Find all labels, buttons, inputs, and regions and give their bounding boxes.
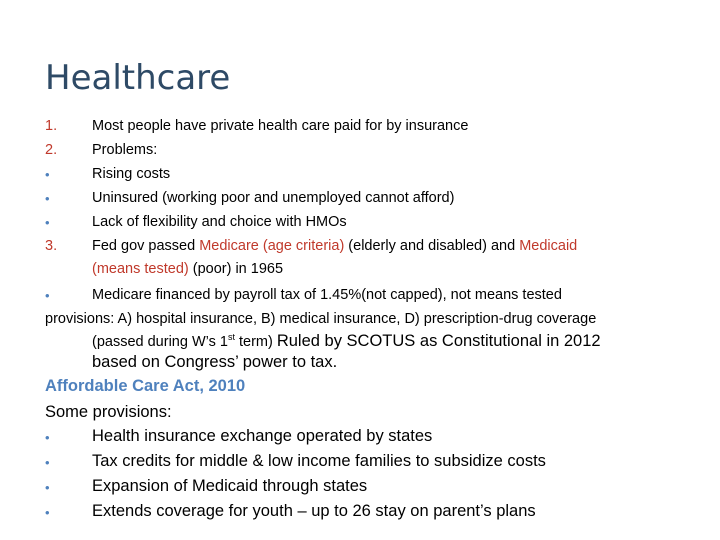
list-item: Uninsured (working poor and unemployed cannot afford) <box>92 190 455 206</box>
medicare-highlight: Medicare (age criteria) <box>199 238 345 254</box>
list-item: Lack of flexibility and choice with HMOs <box>92 214 347 230</box>
list-item: Fed gov passed Medicare (age criteria) (elderly and disabled) and Medicaid <box>92 238 578 254</box>
aca-heading: Affordable Care Act, 2010 <box>45 377 246 395</box>
list-item: Health insurance exchange operated by states <box>92 427 433 445</box>
provisions-line: based on Congress’ power to tax. <box>92 353 338 371</box>
list-item: Most people have private health care paid for by insurance <box>92 118 469 134</box>
bullet-icon: • <box>45 455 50 470</box>
bullet-icon: • <box>45 505 50 520</box>
some-provisions-label: Some provisions: <box>45 403 172 421</box>
bullet-icon: • <box>45 215 50 230</box>
bullet-icon: • <box>45 430 50 445</box>
page-title: Healthcare <box>45 58 231 98</box>
bullet-icon: • <box>45 191 50 206</box>
bullet-icon: • <box>45 167 50 182</box>
list-item: Problems: <box>92 142 158 158</box>
medicaid-highlight: Medicaid <box>519 238 578 254</box>
means-tested-highlight: (means tested) <box>92 261 189 277</box>
provisions-line: (passed during W’s 1st term) Ruled by SCOTUS as Constitutional in 2012 <box>92 332 601 350</box>
list-marker: 1. <box>45 118 58 134</box>
list-item: Tax credits for middle & low income families to subsidize costs <box>92 452 546 470</box>
list-marker: 2. <box>45 142 58 158</box>
list-item: Rising costs <box>92 166 171 182</box>
bullet-icon: • <box>45 480 50 495</box>
list-item: Extends coverage for youth – up to 26 stay on parent’s plans <box>92 502 536 520</box>
list-marker: 3. <box>45 238 58 254</box>
list-item: Expansion of Medicaid through states <box>92 477 368 495</box>
bullet-icon: • <box>45 288 50 303</box>
list-item: Medicare financed by payroll tax of 1.45%(not capped), not means tested <box>92 287 562 303</box>
provisions-line: provisions: A) hospital insurance, B) medical insurance, D) prescription-drug coverage <box>45 311 597 327</box>
list-item-continuation: (means tested) (poor) in 1965 <box>92 261 284 277</box>
